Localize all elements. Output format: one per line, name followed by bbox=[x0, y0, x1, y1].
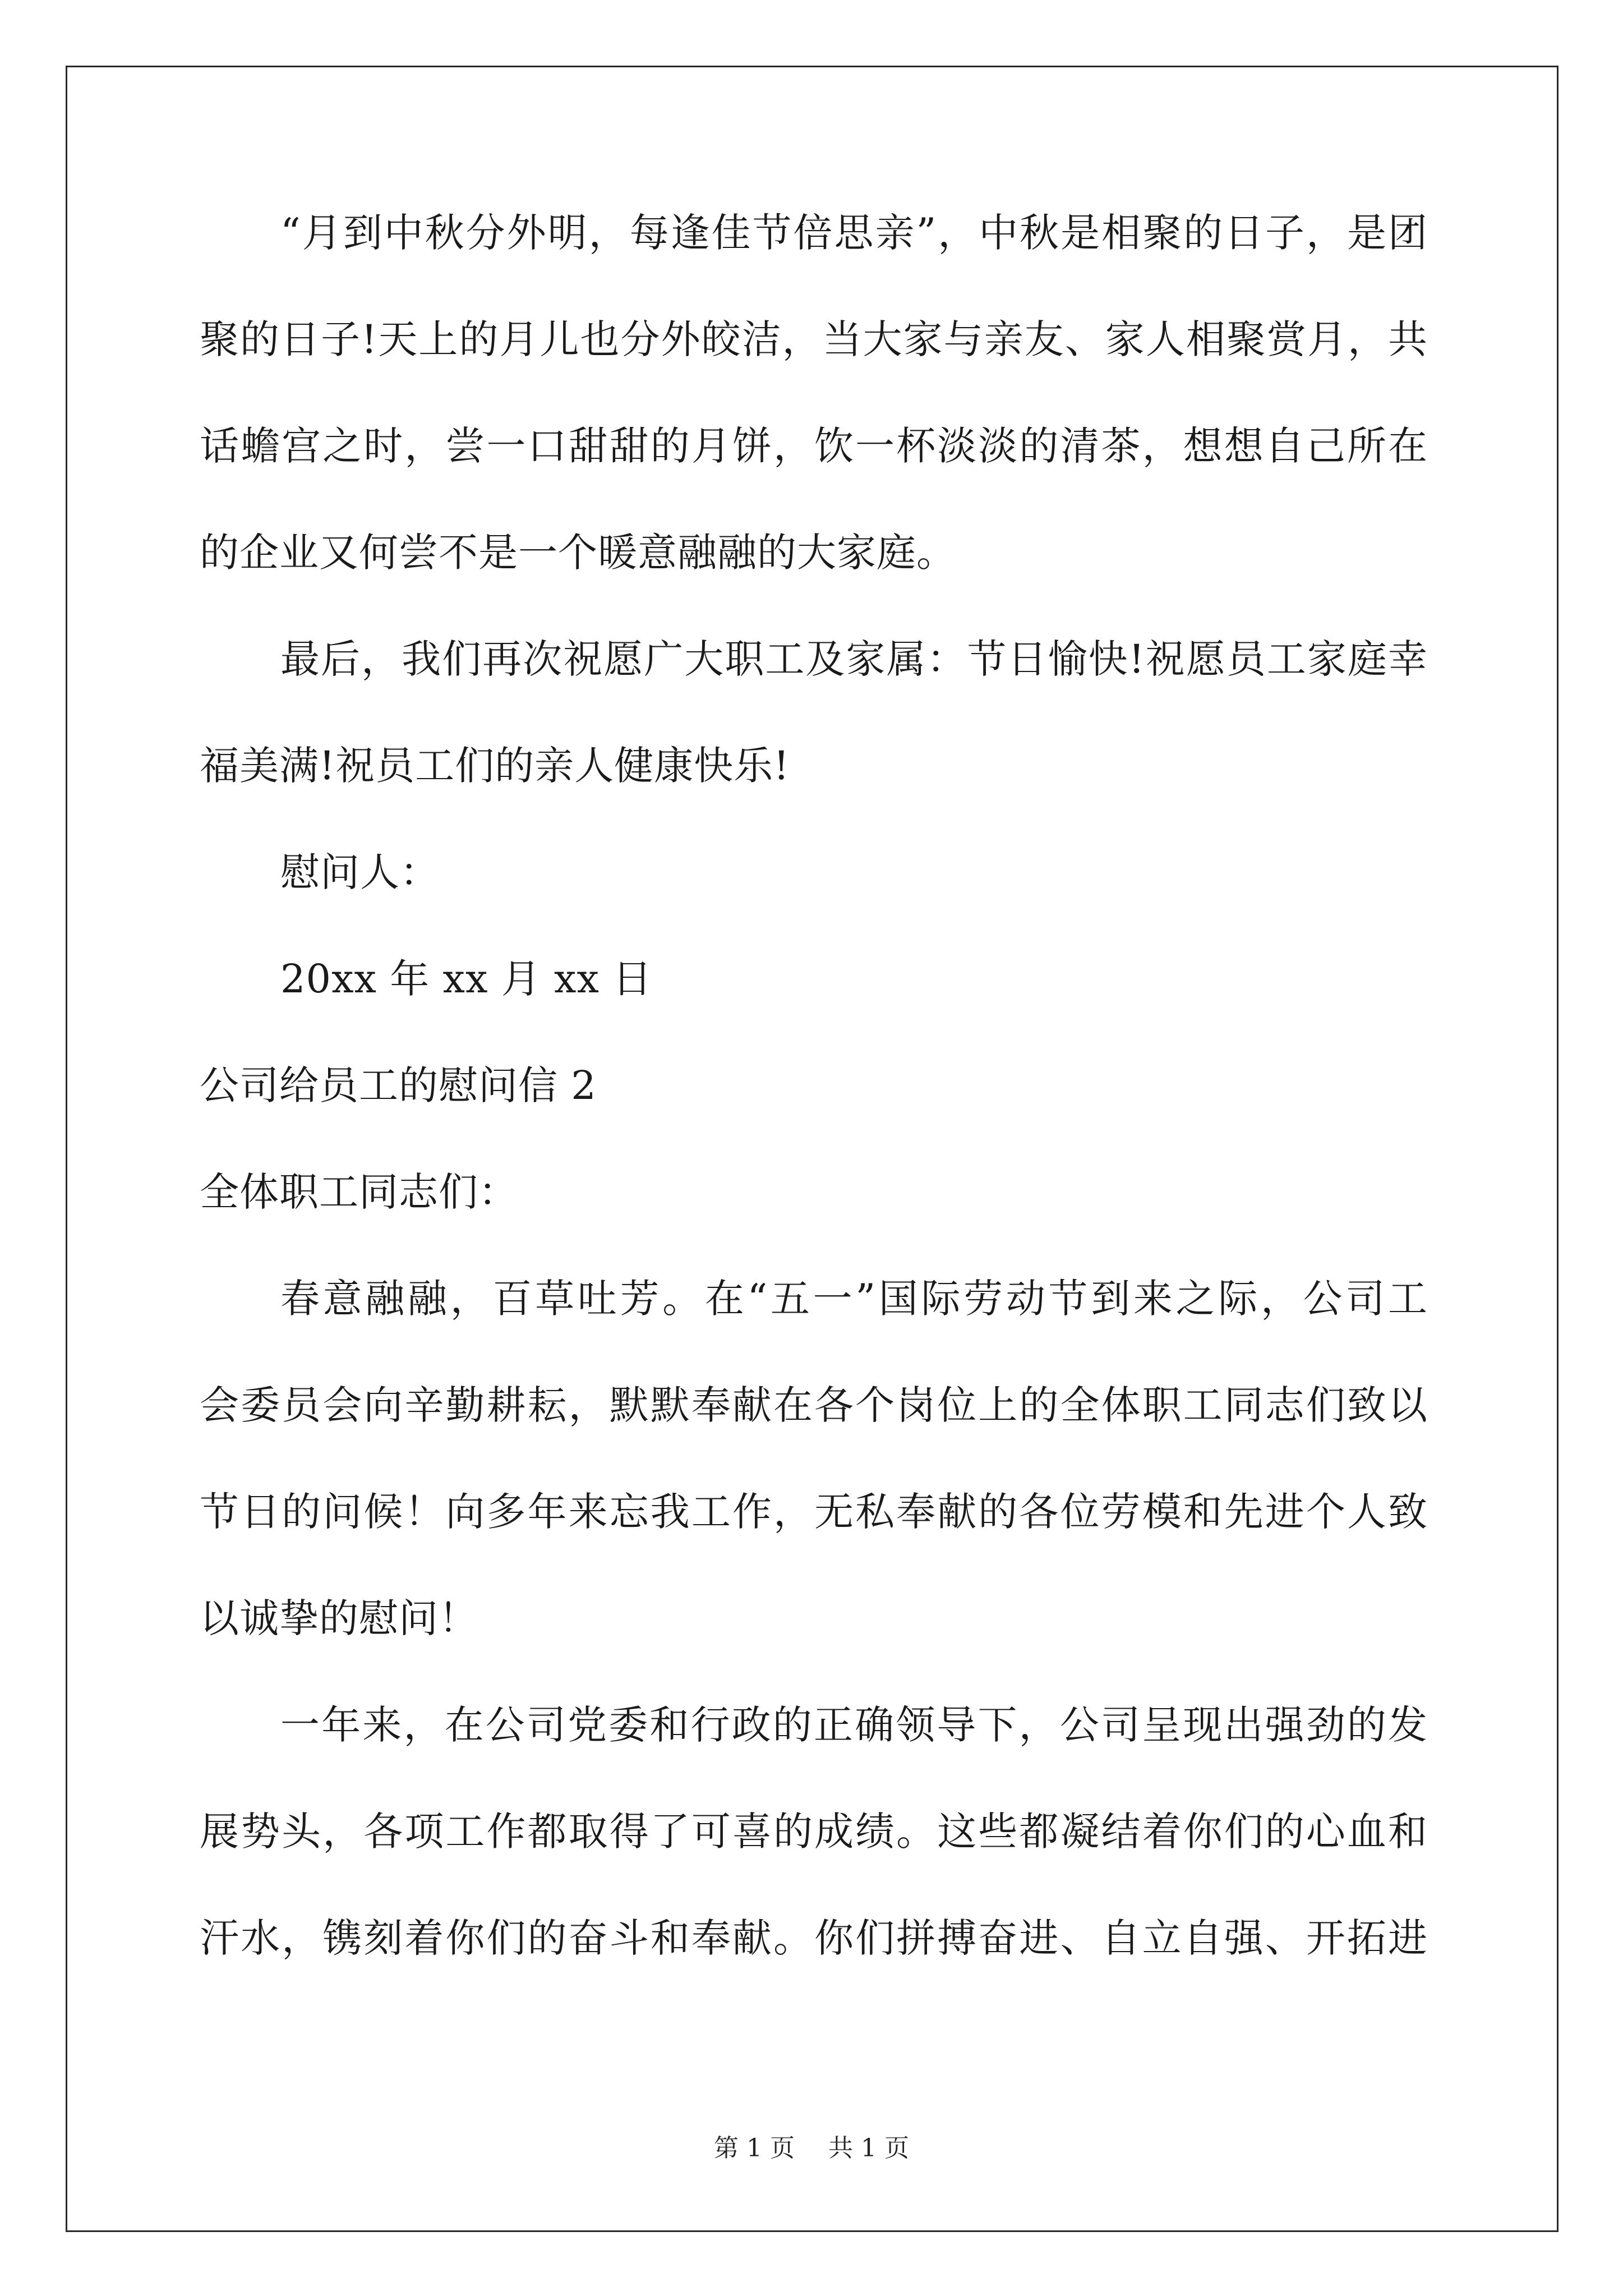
text-line: 展势头，各项工作都取得了可喜的成绩。这些都凝结着你们的心血和 bbox=[200, 1809, 1428, 1855]
text-line: 汗水，镌刻着你们的奋斗和奉献。你们拼搏奋进、自立自强、开拓进 bbox=[200, 1915, 1428, 1961]
section-title: 公司给员工的慰问信 2 bbox=[200, 1062, 597, 1108]
text-line: 最后，我们再次祝愿广大职工及家属：节日愉快!祝愿员工家庭幸 bbox=[280, 636, 1428, 682]
text-line: “月到中秋分外明，每逢佳节倍思亲”，中秋是相聚的日子，是团 bbox=[280, 210, 1428, 256]
page-footer bbox=[0, 2132, 1623, 2165]
text-line: 话蟾宫之时，尝一口甜甜的月饼，饮一杯淡淡的清茶，想想自己所在 bbox=[200, 423, 1428, 469]
letter-date: 20xx 年 xx 月 xx 日 bbox=[280, 956, 653, 1002]
text-line: 会委员会向辛勤耕耘，默默奉献在各个岗位上的全体职工同志们致以 bbox=[200, 1382, 1428, 1428]
text-line: 福美满!祝员工们的亲人健康快乐! bbox=[200, 743, 790, 789]
text-line: 聚的日子!天上的月儿也分外皎洁，当大家与亲友、家人相聚赏月，共 bbox=[200, 316, 1428, 362]
text-line: 的企业又何尝不是一个暖意融融的大家庭。 bbox=[200, 530, 956, 576]
text-line: 节日的问候！向多年来忘我工作，无私奉献的各位劳模和先进个人致 bbox=[200, 1489, 1428, 1535]
page-border bbox=[66, 66, 1559, 2232]
text-line: 一年来，在公司党委和行政的正确领导下，公司呈现出强劲的发 bbox=[280, 1702, 1428, 1748]
salutation: 全体职工同志们： bbox=[200, 1169, 518, 1215]
signer-label: 慰问人： bbox=[280, 849, 440, 895]
page-number: 第 1 页 bbox=[714, 2134, 795, 2162]
text-line: 以诚挚的慰问！ bbox=[200, 1595, 478, 1641]
text-line: 春意融融，百草吐芳。在“五一”国际劳动节到来之际，公司工 bbox=[280, 1276, 1428, 1322]
page-total: 共 1 页 bbox=[828, 2134, 909, 2162]
